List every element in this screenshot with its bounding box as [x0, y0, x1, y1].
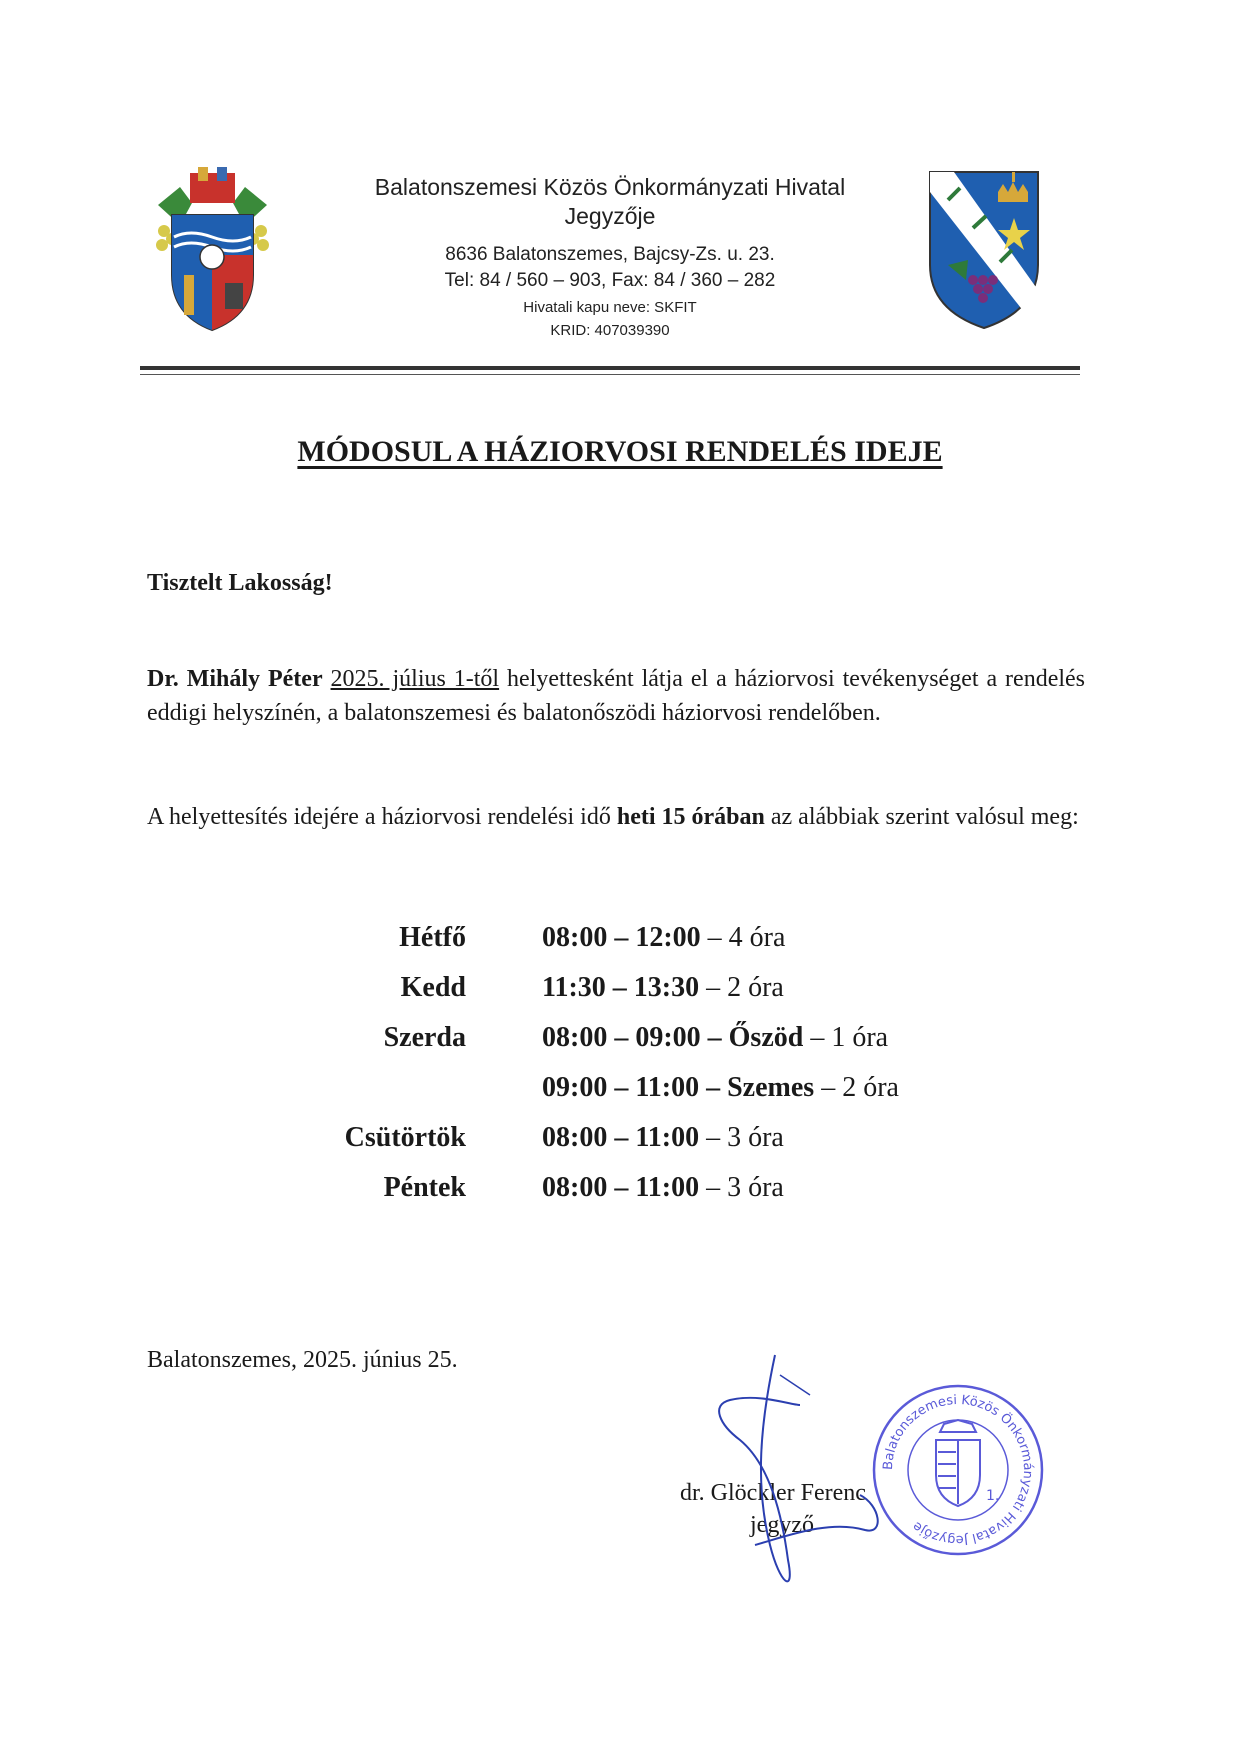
weekly-hours: heti 15 órában [616, 804, 765, 830]
schedule-day: Szerda [383, 1022, 466, 1053]
schedule-place: Őszöd [728, 1022, 804, 1053]
schedule-hours: 3 óra [727, 1172, 784, 1203]
schedule-day: Péntek [383, 1172, 466, 1203]
office-name: Balatonszemesi Közös Önkormányzati Hivatal [374, 174, 846, 200]
schedule-row: 08:00 – 11:00 – 3 óra [542, 1122, 784, 1153]
schedule-hours: 2 óra [727, 972, 784, 1003]
stamp-text: Balatonszemesi Közös Önkormányzati Hivatal Jegyzője [880, 1392, 1036, 1548]
signatory-title: jegyző [750, 1512, 814, 1538]
balatonszemes-coat-of-arms-logo [150, 165, 275, 335]
schedule-hours: 3 óra [727, 1122, 784, 1153]
balatonoszod-coat-of-arms-logo [928, 170, 1040, 330]
schedule-time: 11:30 – 13:30 [542, 972, 700, 1003]
schedule-time: 09:00 – 11:00 [542, 1072, 700, 1103]
paragraph-1 [147, 662, 1085, 730]
schedule-time: 08:00 – 09:00 [542, 1022, 701, 1053]
office-gateway: Hivatali kapu neve: SKFIT [523, 299, 697, 316]
schedule-hours: 4 óra [728, 922, 786, 953]
paragraph-2-text-a: A helyettesítés idejére a háziorvosi rendelési idő [147, 804, 617, 830]
schedule-row: 08:00 – 09:00 – Őszöd – 1 óra [542, 1022, 889, 1053]
schedule-time: 08:00 – 11:00 [542, 1172, 700, 1203]
office-address: 8636 Balatonszemes, Bajcsy-Zs. u. 23. [445, 244, 775, 265]
schedule-row: 11:30 – 13:30 – 2 óra [542, 972, 784, 1003]
office-role: Jegyzője [564, 203, 656, 229]
crest-crown-icon [190, 167, 235, 203]
greeting: Tisztelt Lakosság! [147, 570, 333, 596]
signatory-name: dr. Glöckler Ferenc [680, 1480, 866, 1506]
schedule-hours: 1 óra [831, 1022, 889, 1053]
office-krid: KRID: 407039390 [550, 322, 670, 339]
schedule-row: 08:00 – 11:00 – 3 óra [542, 1172, 784, 1203]
office-phone-fax: Tel: 84 / 560 – 903, Fax: 84 / 360 – 282 [444, 270, 776, 291]
paragraph-2-text-b: az alábbiak szerint valósul meg: [764, 804, 1079, 830]
schedule-place: Szemes [727, 1072, 815, 1103]
paragraph-2 [147, 800, 1085, 834]
doctor-name: Dr. Mihály Péter [147, 666, 323, 692]
schedule-row: 08:00 – 12:00 – 4 óra [542, 922, 786, 953]
header-divider [140, 366, 1080, 370]
start-date: 2025. július 1-től [330, 666, 500, 692]
schedule-day: Csütörtök [344, 1122, 466, 1153]
hungarian-coat-of-arms-icon [936, 1420, 980, 1506]
handwritten-signature [700, 1345, 900, 1605]
header-divider-thin [140, 374, 1080, 375]
paragraph-1-text: helyettesként látja el a háziorvosi tevékenységet a rendelés eddigi helyszínén, a balatonszemesi és balatonőszödi háziorvosi rendelőben. [147, 666, 1086, 726]
schedule-time: 08:00 – 11:00 [542, 1122, 700, 1153]
schedule-hours: 2 óra [842, 1072, 899, 1103]
stamp-number: 1. [986, 1488, 1000, 1504]
schedule-time: 08:00 – 12:00 [542, 922, 701, 953]
schedule-day: Hétfő [399, 922, 466, 953]
document-title: MÓDOSUL A HÁZIORVOSI RENDELÉS IDEJE [297, 435, 943, 468]
place-and-date: Balatonszemes, 2025. június 25. [147, 1347, 458, 1373]
schedule-row: 09:00 – 11:00 – Szemes – 2 óra [542, 1072, 899, 1103]
schedule-day: Kedd [400, 972, 466, 1003]
